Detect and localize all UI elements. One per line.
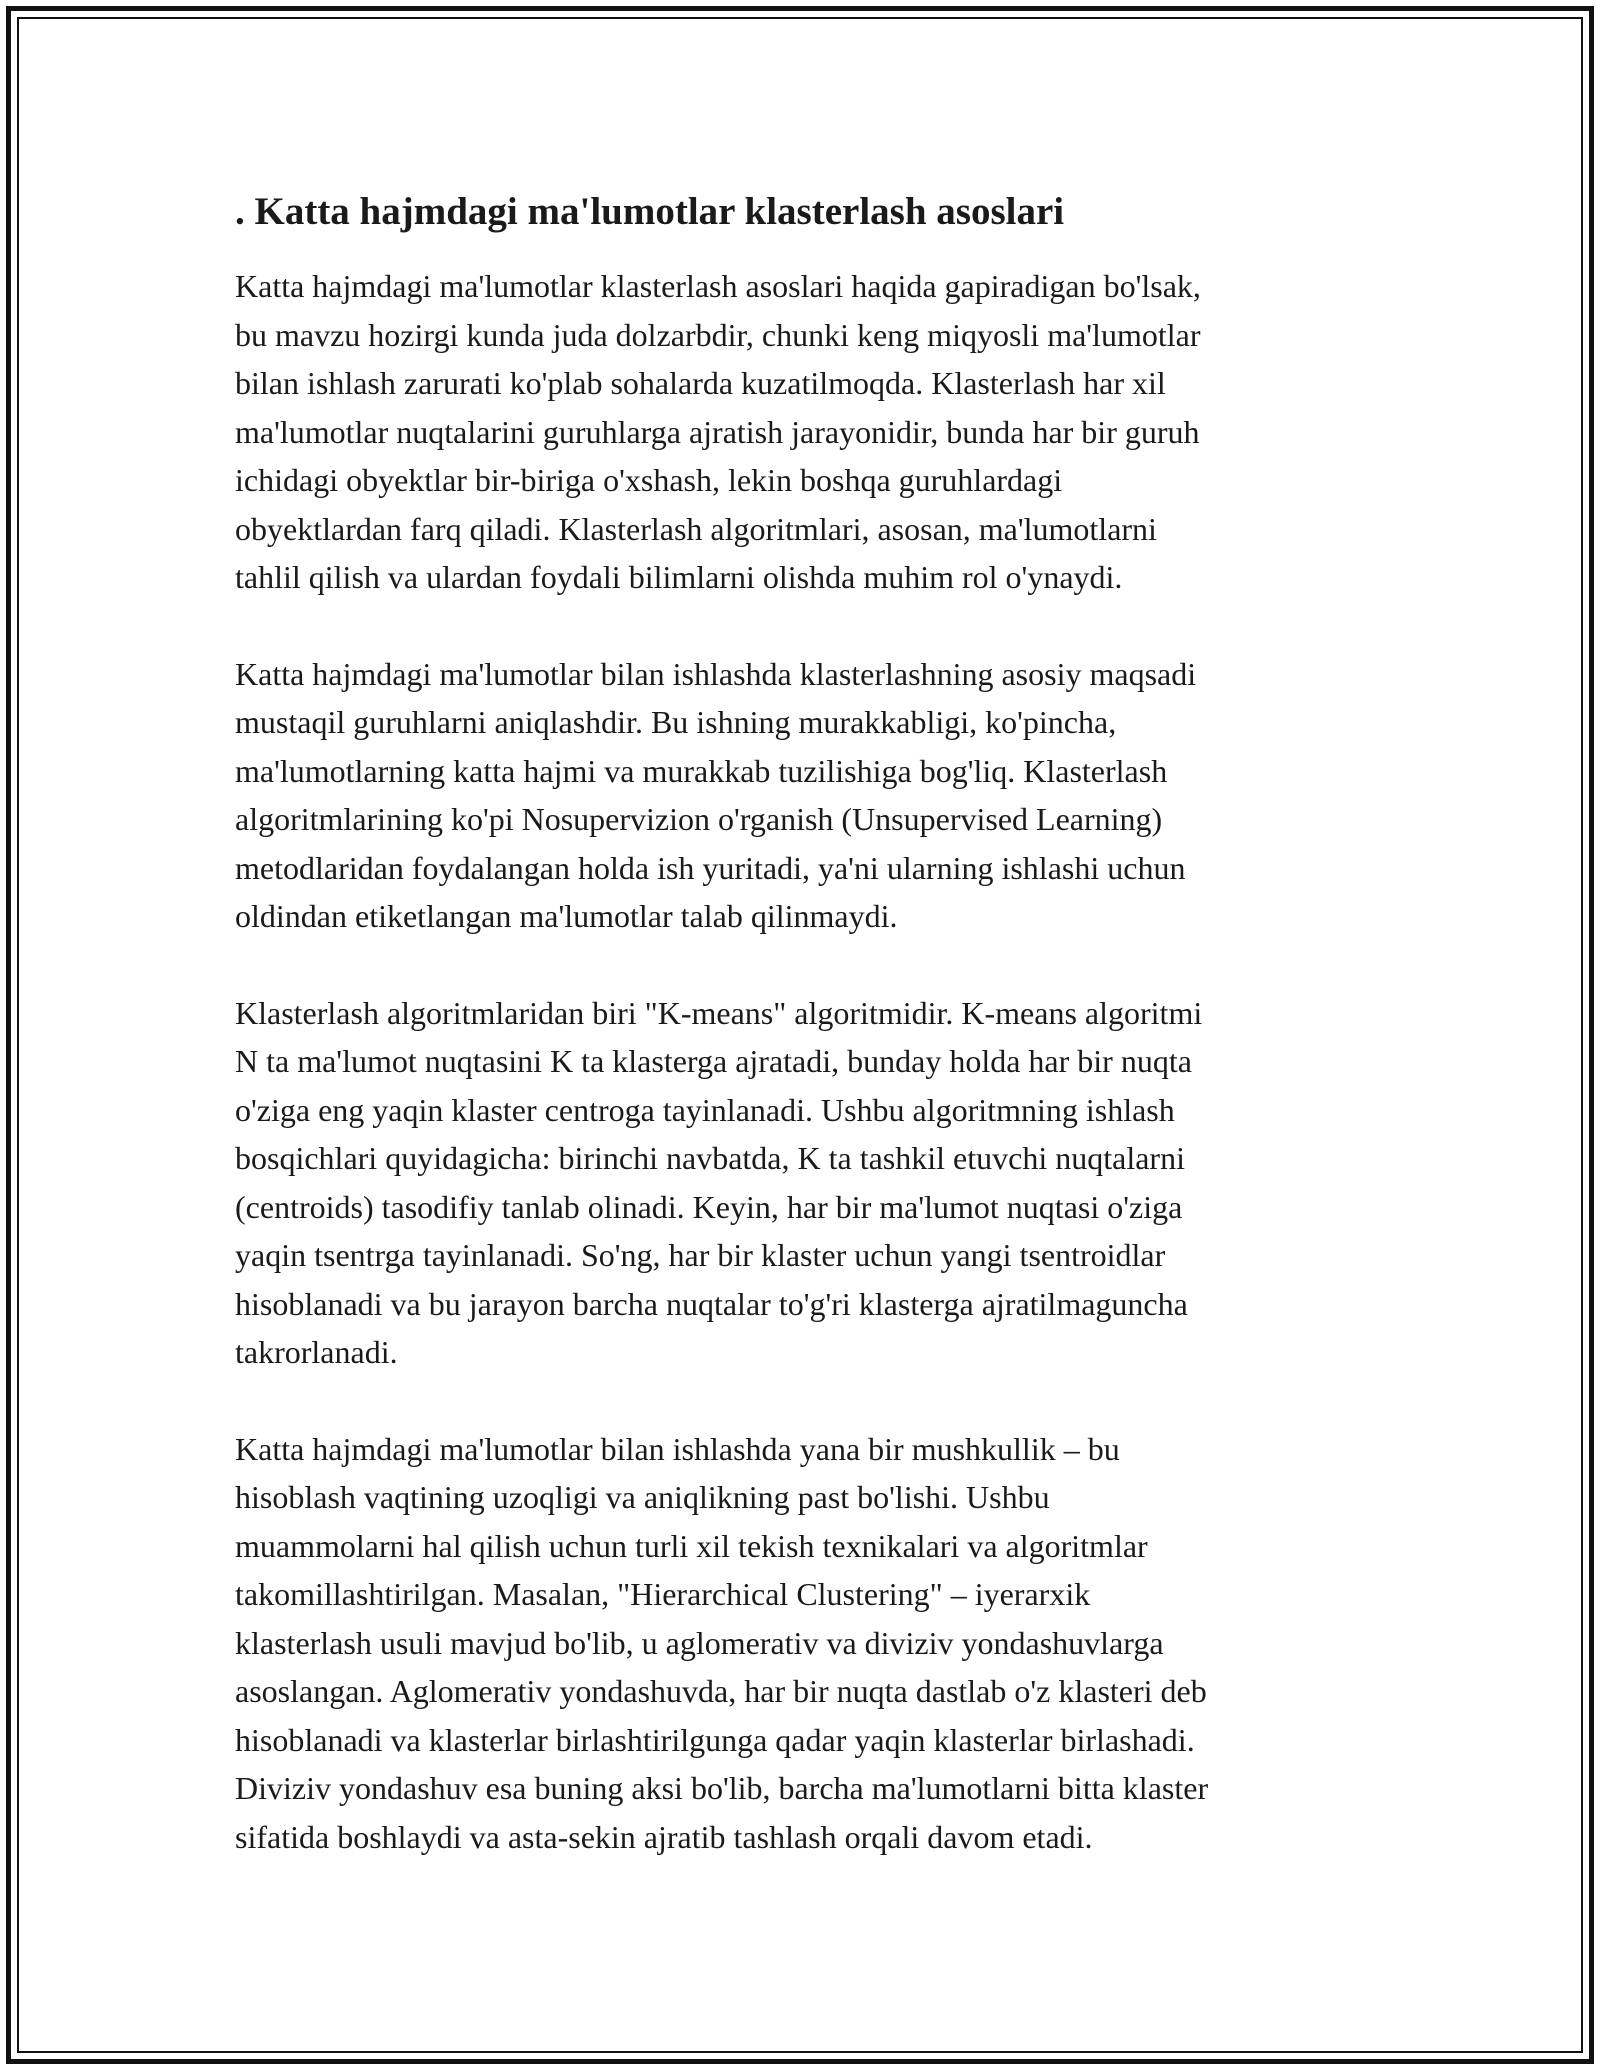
text-line: klasterlash usuli mavjud bo'lib, u aglomerativ va diviziv yondashuvlarga: [235, 1624, 1164, 1661]
text-line: bilan ishlash zarurati ko'plab sohalarda kuzatilmoqda. Klasterlash har xil: [235, 365, 1166, 401]
text-line: muammolarni hal qilish uchun turli xil tekish texnikalari va algoritmlar: [235, 1527, 1148, 1564]
document-page: [235, 188, 1385, 1909]
text-line: ma'lumotlarning katta hajmi va murakkab tuzilishiga bog'liq. Klasterlash: [235, 752, 1168, 789]
text-line: Diviziv yondashuv esa buning aksi bo'lib, barcha ma'lumotlarni bitta klaster: [235, 1770, 1209, 1806]
text-line: hisoblanadi va bu jarayon barcha nuqtalar to'g'ri klasterga ajratilmaguncha: [235, 1285, 1188, 1322]
text-line: hisoblash vaqtining uzoqligi va aniqlikning past bo'lishi. Ushbu: [235, 1479, 1050, 1515]
text-line: Katta hajmdagi ma'lumotlar bilan ishlashda yana bir mushkullik – bu: [235, 1430, 1120, 1467]
document-title: . Katta hajmdagi ma'lumotlar klasterlash asoslari: [235, 190, 1065, 233]
text-line: ma'lumotlar nuqtalarini guruhlarga ajratish jarayonidir, bunda har bir guruh: [235, 413, 1200, 450]
text-line: Katta hajmdagi ma'lumotlar klasterlash asoslari haqida gapiradigan bo'lsak,: [235, 268, 1201, 304]
text-line: N ta ma'lumot nuqtasini K ta klasterga ajratadi, bunday holda har bir nuqta: [235, 1043, 1192, 1079]
paragraph: [235, 1425, 1385, 1862]
text-line: (centroids) tasodifiy tanlab olinadi. Keyin, har bir ma'lumot nuqtasi o'ziga: [235, 1188, 1183, 1225]
text-line: asoslangan. Aglomerativ yondashuvda, har bir nuqta dastlab o'z klasteri deb: [235, 1673, 1207, 1709]
text-line: hisoblanadi va klasterlar birlashtirilgunga qadar yaqin klasterlar birlashadi.: [235, 1721, 1195, 1758]
text-line: Klasterlash algoritmlaridan biri "K-means" algoritmidir. K-means algoritmi: [235, 994, 1203, 1031]
text-line: oldindan etiketlangan ma'lumotlar talab qilinmaydi.: [235, 898, 898, 934]
text-line: obyektlardan farq qiladi. Klasterlash algoritmlari, asosan, ma'lumotlarni: [235, 510, 1157, 547]
text-line: bu mavzu hozirgi kunda juda dolzarbdir, chunki keng miqyosli ma'lumotlar: [235, 316, 1201, 353]
text-line: ichidagi obyektlar bir-biriga o'xshash, lekin boshqa guruhlardagi: [235, 462, 1063, 498]
text-line: algoritmlarining ko'pi Nosupervizion o'rganish (Unsupervised Learning): [235, 801, 1163, 837]
text-line: takomillashtirilgan. Masalan, "Hierarchical Clustering" – iyerarxik: [235, 1576, 1091, 1612]
document-body: [235, 262, 1385, 1861]
text-line: mustaqil guruhlarni aniqlashdir. Bu ishning murakkabligi, ko'pincha,: [235, 704, 1117, 740]
text-line: takrorlanadi.: [235, 1334, 398, 1370]
text-line: Katta hajmdagi ma'lumotlar bilan ishlashda klasterlashning asosiy maqsadi: [235, 655, 1197, 692]
paragraph: [235, 262, 1385, 602]
text-line: yaqin tsentrga tayinlanadi. So'ng, har bir klaster uchun yangi tsentroidlar: [235, 1237, 1166, 1273]
text-line: o'ziga eng yaqin klaster centroga tayinlanadi. Ushbu algoritmning ishlash: [235, 1091, 1175, 1128]
text-line: bosqichlari quyidagicha: birinchi navbatda, K ta tashkil etuvchi nuqtalarni: [235, 1140, 1185, 1176]
paragraph: [235, 650, 1385, 941]
text-line: tahlil qilish va ulardan foydali bilimlarni olishda muhim rol o'ynaydi.: [235, 559, 1123, 595]
text-line: metodlaridan foydalangan holda ish yuritadi, ya'ni ularning ishlashi uchun: [235, 849, 1186, 886]
paragraph: [235, 989, 1385, 1377]
text-line: sifatida boshlaydi va asta-sekin ajratib tashlash orqali davom etadi.: [235, 1818, 1093, 1855]
